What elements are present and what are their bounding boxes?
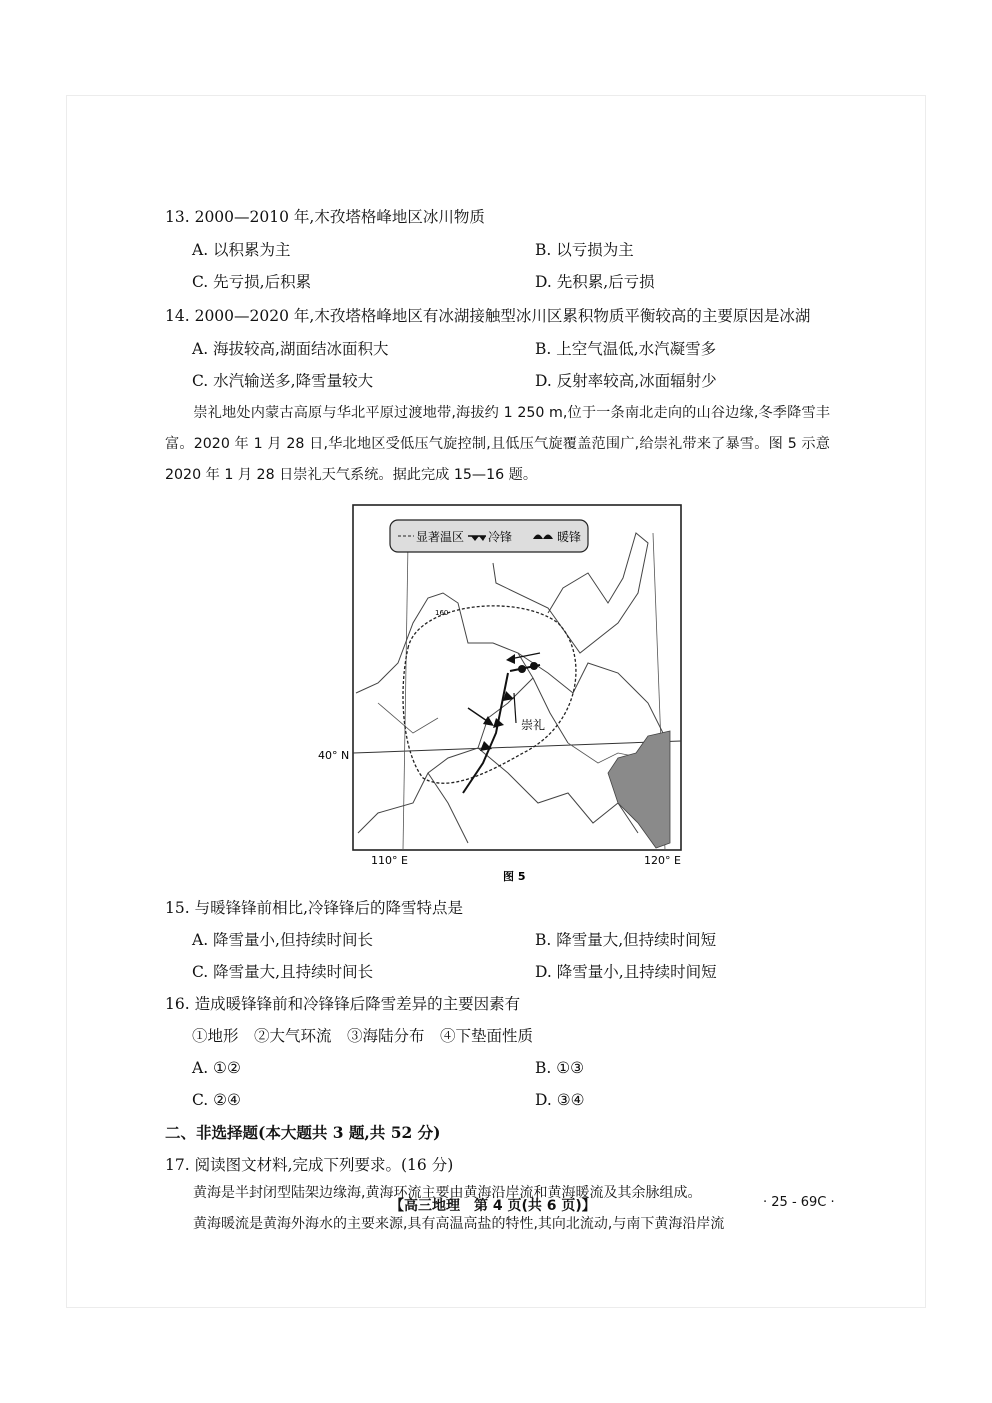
q15-option-c: C. 降雪量大,且持续时间长	[192, 963, 374, 981]
q13-option-b: B. 以亏损为主	[535, 241, 634, 259]
contour-label: 160	[435, 609, 449, 617]
q15-stem: 15. 与暖锋锋前相比,冷锋锋后的降雪特点是	[165, 899, 464, 917]
q13-stem: 13. 2000—2010 年,木孜塔格峰地区冰川物质	[165, 208, 485, 226]
lat-label: 40° N	[318, 749, 350, 762]
q16-stem: 16. 造成暖锋锋前和冷锋锋后降雪差异的主要因素有	[165, 995, 521, 1013]
q15-option-a: A. 降雪量小,但持续时间长	[192, 931, 373, 949]
q14-option-d: D. 反射率较高,冰面辐射少	[535, 372, 717, 390]
legend-zone: 显著温区	[416, 530, 465, 544]
lon-right-label: 120° E	[644, 854, 681, 867]
section-heading: 二、非选择题(本大题共 3 题,共 52 分)	[165, 1123, 441, 1142]
q17-stem: 17. 阅读图文材料,完成下列要求。(16 分)	[165, 1156, 454, 1174]
q17-paragraph-1: 黄海是半封闭型陆架边缘海,黄海环流主要由黄海沿岸流和黄海暖流及其余脉组成。	[193, 1185, 702, 1201]
legend-warm-front: 暖锋	[557, 530, 582, 544]
q16-option-d: D. ③④	[535, 1091, 585, 1109]
figure-caption: 图 5	[503, 870, 526, 883]
q13-option-a: A. 以积累为主	[192, 241, 291, 259]
q13-option-c: C. 先亏损,后积累	[192, 273, 312, 291]
q14-option-c: C. 水汽输送多,降雪量较大	[192, 372, 374, 390]
place-chongli: 崇礼	[521, 718, 546, 732]
q14-option-b: B. 上空气温低,水汽凝雪多	[535, 340, 717, 358]
q16-option-b: B. ①③	[535, 1059, 585, 1077]
q14-option-a: A. 海拔较高,湖面结冰面积大	[192, 340, 389, 358]
q16-option-a: A. ①②	[192, 1059, 241, 1077]
q16-option-c: C. ②④	[192, 1091, 241, 1109]
q13-option-d: D. 先积累,后亏损	[535, 273, 655, 291]
q17-paragraph-2: 黄海暖流是黄海外海水的主要来源,具有高温高盐的特性,其向北流动,与南下黄海沿岸流	[193, 1216, 725, 1232]
q14-stem: 14. 2000—2020 年,木孜塔格峰地区有冰湖接触型冰川区累积物质平衡较高的主要原因是冰湖	[165, 307, 811, 325]
weather-system-map	[318, 503, 688, 883]
passage-chongli: 崇礼地处内蒙古高原与华北平原过渡地带,海拔约 1 250 m,位于一条南北走向的山谷边缘,冬季降雪丰富。2020 年 1 月 28 日,华北地区受低压气旋控制,且低压气旋覆盖范围广,给崇礼带来了暴雪。图 5 示意 2020 年 1 月 28 日崇礼天气系统。据此完成 15—16 题。	[165, 405, 830, 483]
q16-factors: ①地形 ②大气环流 ③海陆分布 ④下垫面性质	[192, 1027, 534, 1045]
q15-option-b: B. 降雪量大,但持续时间短	[535, 931, 717, 949]
lon-left-label: 110° E	[371, 854, 408, 867]
paper-code: · 25 - 69C ·	[763, 1195, 835, 1210]
legend-cold-front: 冷锋	[488, 530, 513, 544]
q15-option-d: D. 降雪量小,且持续时间短	[535, 963, 717, 981]
page-footer: 【高三地理 第 4 页(共 6 页)】	[390, 1198, 596, 1214]
